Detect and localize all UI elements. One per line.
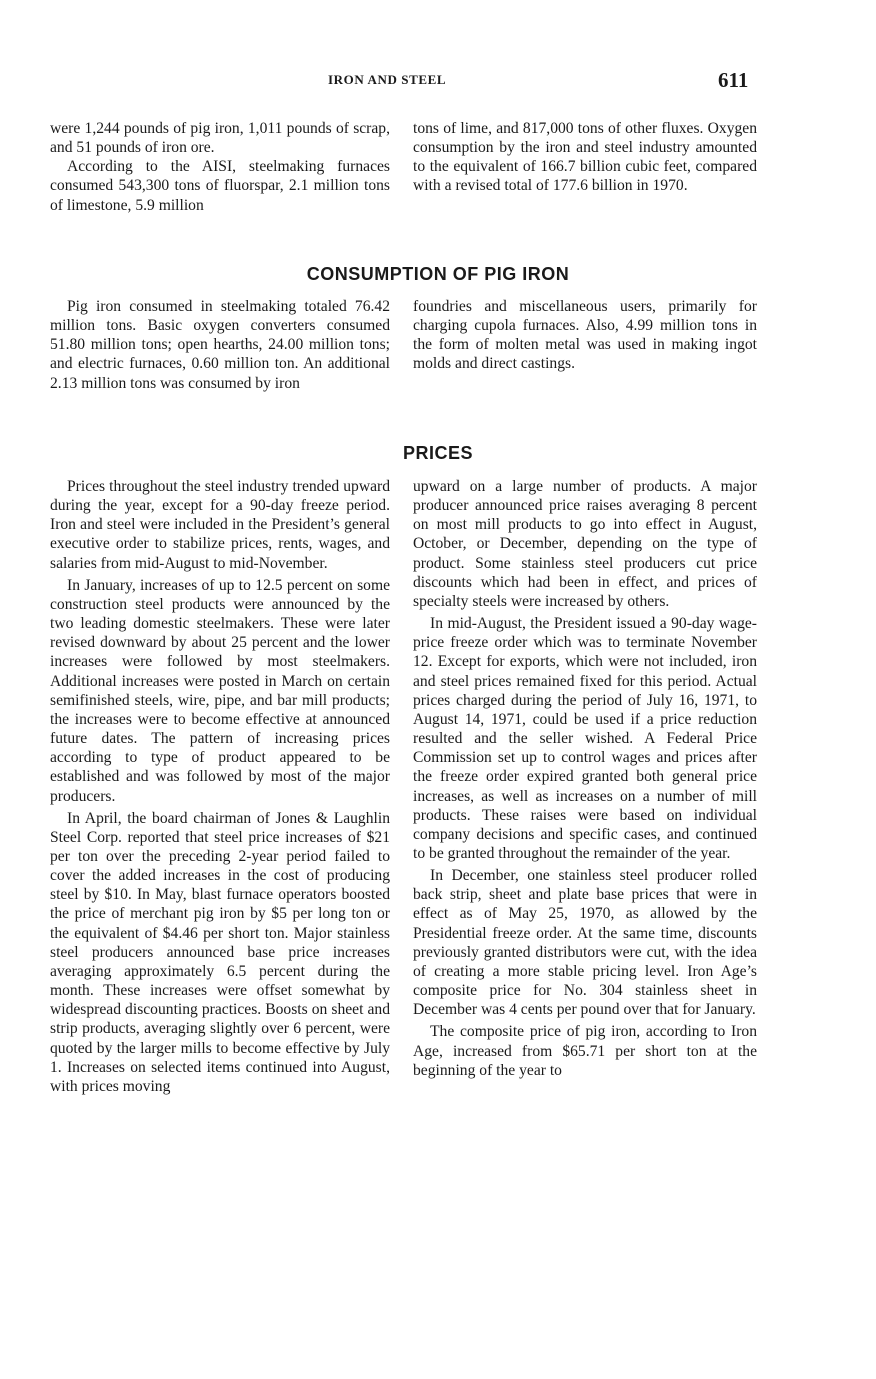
section-heading-consumption: CONSUMPTION OF PIG IRON	[306, 264, 570, 284]
paragraph: were 1,244 pounds of pig iron, 1,011 pounds of scrap, and 51 pounds of iron ore.	[50, 120, 390, 157]
paragraph: In December, one stainless steel producer rolled back strip, sheet and plate base prices that were in effect as of May 25, 1970, as allowed by the Presidential freeze order. At the same time, discounts previously granted distributors were cut, with the idea of creating a more stable pricing level. Iron Age’s composite price for No. 304 stainless sheet in December was 4 cents per pound over that for January.	[413, 867, 757, 1019]
consumption-left-column	[50, 297, 390, 393]
paragraph: Pig iron consumed in steelmaking totaled 76.42 million tons. Basic oxygen converters consumed 51.80 million tons; open hearths, 24.00 million tons; and electric furnaces, 0.60 million ton. An additional 2.13 million tons was consumed by iron	[50, 298, 390, 392]
paragraph: upward on a large number of products. A major producer announced price raises averaging 8 percent on most mill products to go into effect in August, October, or December, depending on the type of product. Some stainless steel producers cut price discounts which had been in effect, and prices of specialty steels were increased by others.	[413, 478, 757, 610]
intro-left-column	[50, 119, 390, 215]
prices-right-column	[413, 477, 757, 1080]
paragraph: According to the AISI, steelmaking furnaces consumed 543,300 tons of fluorspar, 2.1 million tons of limestone, 5.9 million	[50, 158, 390, 214]
paragraph: The composite price of pig iron, according to Iron Age, increased from $65.71 per short ton at the beginning of the year to	[413, 1023, 757, 1079]
consumption-right-column	[413, 297, 757, 374]
page-number: 611	[718, 68, 749, 92]
intro-right-column	[413, 119, 757, 196]
prices-left-column	[50, 477, 390, 1096]
paragraph: In January, increases of up to 12.5 percent on some construction steel products were announced by the two leading domestic steelmakers. These were later revised downward by about 25 percent and the lower increases were followed by most steelmakers. Additional increases were posted in March on certain semifinished steels, wire, pipe, and bar mill products; the increases were to become effective at announced future dates. The pattern of increasing prices according to type of product appeared to be established and was followed by most of the major producers.	[50, 576, 390, 805]
paragraph: In April, the board chairman of Jones & Laughlin Steel Corp. reported that steel price increases of $21 per ton over the preceding 2-year period failed to cover the added increases in the cost of producing steel by $10. In May, blast furnace operators boosted the price of merchant pig iron by $5 per long ton or the equivalent of $4.46 per short ton. Major stainless steel producers announced base price increases averaging approximately 6.5 percent during the month. These increases were offset somewhat by widespread discounting practices. Boosts on sheet and strip products, averaging slightly over 6 percent, were quoted by the larger mills to become effective by July 1. Increases on selected items continued into August, with prices moving	[50, 809, 390, 1095]
paragraph: foundries and miscellaneous users, primarily for charging cupola furnaces. Also, 4.99 million tons in the form of molten metal was used in making ingot molds and direct castings.	[413, 298, 757, 373]
running-title: IRON AND STEEL	[328, 72, 447, 87]
running-head	[0, 68, 876, 98]
paragraph: tons of lime, and 817,000 tons of other fluxes. Oxygen consumption by the iron and steel industry amounted to the equivalent of 166.7 billion cubic feet, compared with a revised total of 177.6 billion in 1970.	[413, 120, 757, 195]
section-heading-prices: PRICES	[402, 443, 474, 463]
paragraph: Prices throughout the steel industry trended upward during the year, except for a 90-day freeze period. Iron and steel were included in the President’s general executive order to stabilize prices, rents, wages, and salaries from mid-August to mid-November.	[50, 478, 390, 572]
paragraph: In mid-August, the President issued a 90-day wage-price freeze order which was to terminate November 12. Except for exports, which were not included, iron and steel prices remained fixed for this period. Actual prices charged during the period of July 16, 1971, to August 14, 1971, could be used if a price reduction resulted and the seller wished. A Federal Price Commission set up to control wages and prices after the freeze order expired granted both general price increases, as well as increases on a number of mill products. These raises were based on individual company decisions and specific cases, and continued to be granted throughout the remainder of the year.	[413, 615, 757, 862]
